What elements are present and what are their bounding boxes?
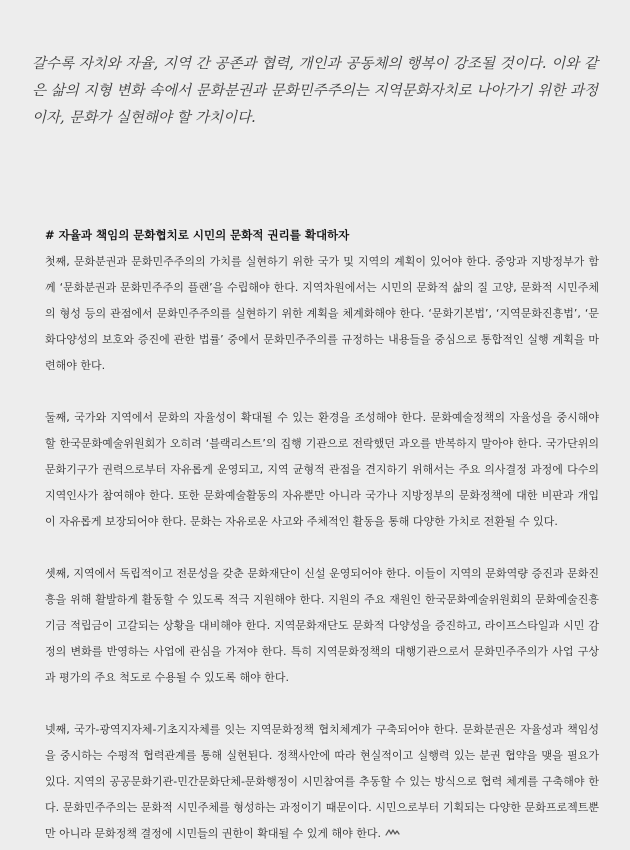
paragraph-second: [45, 405, 599, 535]
paragraph-first: [45, 249, 599, 379]
paragraph-first-text: 첫째, 문화분권과 문화민주주의의 가치를 실현하기 위한 국가 및 지역의 계획이 있어야 한다. 중앙과 지방정부가 함께 ‘문화분권과 문화민주주의 플랜’을 수립해야 한다. 지역차원에서는 시민의 문화적 삶의 질 고양, 문화적 시민주체의 형성 등의 관점에서 문화민주주의를 실현하기 위한 계획을 체계화해야 한다. ‘문화기본법’, ‘지역문화진흥법’, ‘문화다양성의 보호와 증진에 관한 법률’ 중에서 문화민주주의를 규정하는 내용들을 중심으로 통합적인 실행 계획을 마련해야 한다.: [45, 255, 599, 372]
article-section: [45, 226, 599, 847]
signature-end-mark-icon: [385, 821, 400, 847]
paragraph-third: [45, 561, 599, 691]
section-heading: # 자율과 책임의 문화협치로 시민의 문화적 권리를 확대하자: [45, 228, 350, 242]
intro-paragraph: 갈수록 자치와 자율, 지역 간 공존과 협력, 개인과 공동체의 행복이 강조될 것이다. 이와 같은 삶의 지형 변화 속에서 문화분권과 문화민주주의는 지역문화자치로 나아가기 위한 과정이자, 문화가 실현해야 할 가치이다.: [32, 55, 598, 126]
paragraph-fourth: [45, 717, 599, 847]
paragraph-third-text: 셋째, 지역에서 독립적이고 전문성을 갖춘 문화재단이 신설 운영되어야 한다. 이들이 지역의 문화역량 증진과 문화진흥을 위해 활발하게 활동할 수 있도록 적극 지원해야 한다. 지원의 주요 재원인 한국문화예술위원회의 문화예술진흥기금 적립금이 고갈되는 상황을 대비해야 한다. 지역문화재단도 문화적 다양성을 증진하고, 라이프스타일과 시민 감정의 변화를 반영하는 사업에 관심을 가져야 한다. 특히 지역문화정책의 대행기관으로서 문화민주주의가 사업 구상과 평가의 주요 척도로 수용될 수 있도록 해야 한다.: [45, 567, 599, 684]
paragraph-second-text: 둘째, 국가와 지역에서 문화의 자율성이 확대될 수 있는 환경을 조성해야 한다. 문화예술정책의 자율성을 중시해야 할 한국문화예술위원회가 오히려 ‘블랙리스트’의 집행 기관으로 전락했던 과오를 반복하지 말아야 한다. 국가단위의 문화기구가 권력으로부터 자유롭게 운영되고, 지역 균형적 관점을 견지하기 위해서는 주요 의사결정 과정에 다수의 지역인사가 참여해야 한다. 또한 문화예술활동의 자유뿐만 아니라 국가나 지방정부의 문화정책에 대한 비판과 개입이 자유롭게 보장되어야 한다. 문화는 자유로운 사고와 주체적인 활동을 통해 다양한 가치로 전환될 수 있다.: [45, 411, 599, 528]
paragraph-fourth-text: 넷째, 국가-광역지자체-기초지자체를 잇는 지역문화정책 협치체계가 구축되어야 한다. 문화분권은 자율성과 책임성을 중시하는 수평적 협력관계를 통해 실현된다. 정책사안에 따라 현실적이고 실행력 있는 분권 협약을 맺을 필요가 있다. 지역의 공공문화기관-민간문화단체-문화행정이 시민참여를 추동할 수 있는 방식으로 협력 체계를 구축해야 한다. 문화민주주의는 문화적 시민주체를 형성하는 과정이기 때문이다. 시민으로부터 기획되는 다양한 문화프로젝트뿐만 아니라 문화정책 결정에 시민들의 권한이 확대될 수 있게 해야 한다.: [45, 723, 599, 840]
